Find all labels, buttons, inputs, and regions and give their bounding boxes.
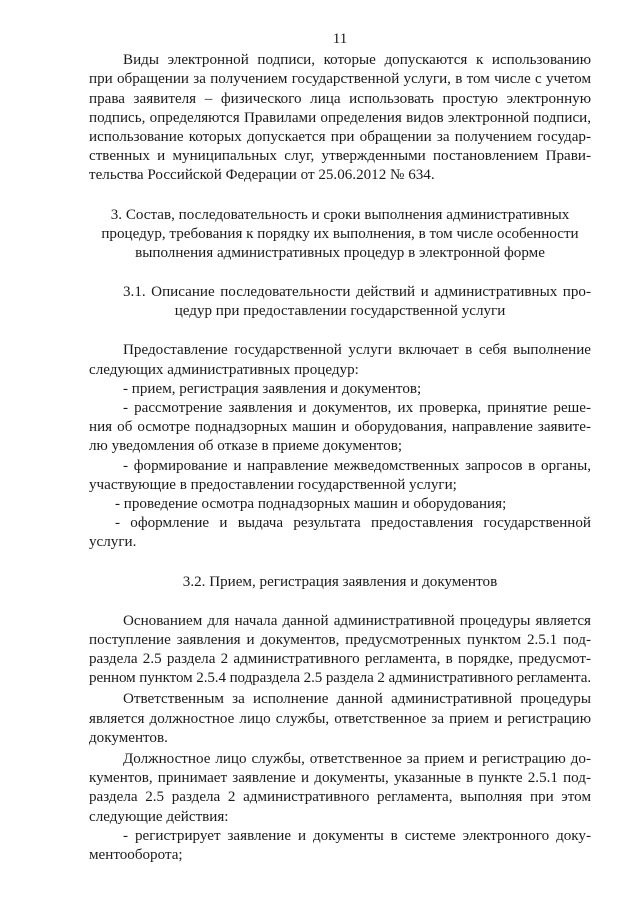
text-line: следующие действия: (89, 808, 229, 825)
paragraph-signature-types (89, 51, 591, 185)
heading-line: 3.2. Прием, регистрация заявления и документов (182, 573, 498, 590)
heading-line: 3.1. Описание последовательности действий и административных про- (123, 284, 591, 301)
text-line: - рассмотрение заявления и документов, их проверка, принятие реше- (123, 400, 591, 417)
subsection-3-2-heading (89, 573, 591, 592)
text-line: поступление заявления и документов, предусмотренных пунктом 2.5.1 под- (89, 631, 591, 648)
text-line: документов. (89, 729, 168, 746)
text-line: Должностное лицо службы, ответственное за прием и регистрацию до- (123, 751, 591, 768)
section-3-heading (89, 206, 591, 264)
text-line: ментооборота; (89, 846, 183, 863)
text-line: - регистрирует заявление и документы в системе электронного доку- (123, 827, 591, 844)
heading-line: процедур, требования к порядку их выполнения, в том числе особенности (101, 225, 579, 242)
text-line: раздела 2.5 раздела 2 административного регламента, в порядке, предусмот- (89, 651, 591, 668)
text-line: раздела 2.5 раздела 2 административного регламента, выполняя при этом (89, 789, 591, 806)
text-line: подпись, определяются Правилами определения видов электронной подписи, (89, 109, 591, 126)
page-number: 11 (332, 31, 348, 47)
text-line: - формирование и направление межведомственных запросов в органы, (123, 457, 591, 474)
text-line: Основанием для начала данной административной процедуры является (123, 612, 591, 629)
subsection-3-1-heading (89, 283, 591, 321)
text-line: Предоставление государственной услуги включает в себя выполнение (123, 342, 591, 359)
paragraph-grounds (89, 612, 591, 689)
text-line: лю уведомления об отказе в приеме документов; (89, 438, 403, 455)
paragraph-responsible (89, 690, 591, 748)
text-line: ственных и муниципальных слуг, утвержденными постановлением Прави- (89, 148, 591, 165)
text-line: Виды электронной подписи, которые допускаются к использованию (123, 52, 591, 69)
text-line: услуги. (89, 534, 137, 551)
text-line: - прием, регистрация заявления и документов; (123, 380, 422, 397)
text-line: - оформление и выдача результата предоставления государственной (115, 515, 591, 532)
text-line: Ответственным за исполнение данной административной процедуры (123, 691, 591, 708)
text-line: при обращении за получением государственной услуги, в том числе с учетом (89, 71, 591, 88)
heading-line: 3. Состав, последовательность и сроки выполнения административных (110, 206, 570, 223)
text-line: права заявителя – физического лица использовать простую электронную (89, 90, 591, 107)
document-page (89, 30, 591, 865)
text-line: участвующие в предоставлении государственной услуги; (89, 476, 457, 493)
text-line: ренном пунктом 2.5.4 подраздела 2.5 раздела 2 административного регламента. (89, 670, 591, 687)
text-line: является должностное лицо службы, ответственное за прием и регистрацию (89, 710, 591, 727)
paragraph-procedures-list (89, 341, 591, 552)
text-line: использование которых допускается при обращении за получением государ- (89, 128, 591, 145)
text-line: тельства Российской Федерации от 25.06.2012 № 634. (89, 167, 435, 184)
text-line: - проведение осмотра поднадзорных машин и оборудования; (115, 495, 507, 512)
text-line: ния об осмотре поднадзорных машин и оборудования, направление заявите- (89, 419, 591, 436)
heading-line: выполнения административных процедур в электронной форме (135, 244, 545, 261)
paragraph-official-actions (89, 750, 591, 865)
text-line: кументов, принимает заявление и документы, указанные в пункте 2.5.1 под- (89, 770, 591, 787)
text-line: следующих административных процедур: (89, 361, 359, 378)
heading-line: цедур при предоставлении государственной услуги (174, 303, 506, 320)
